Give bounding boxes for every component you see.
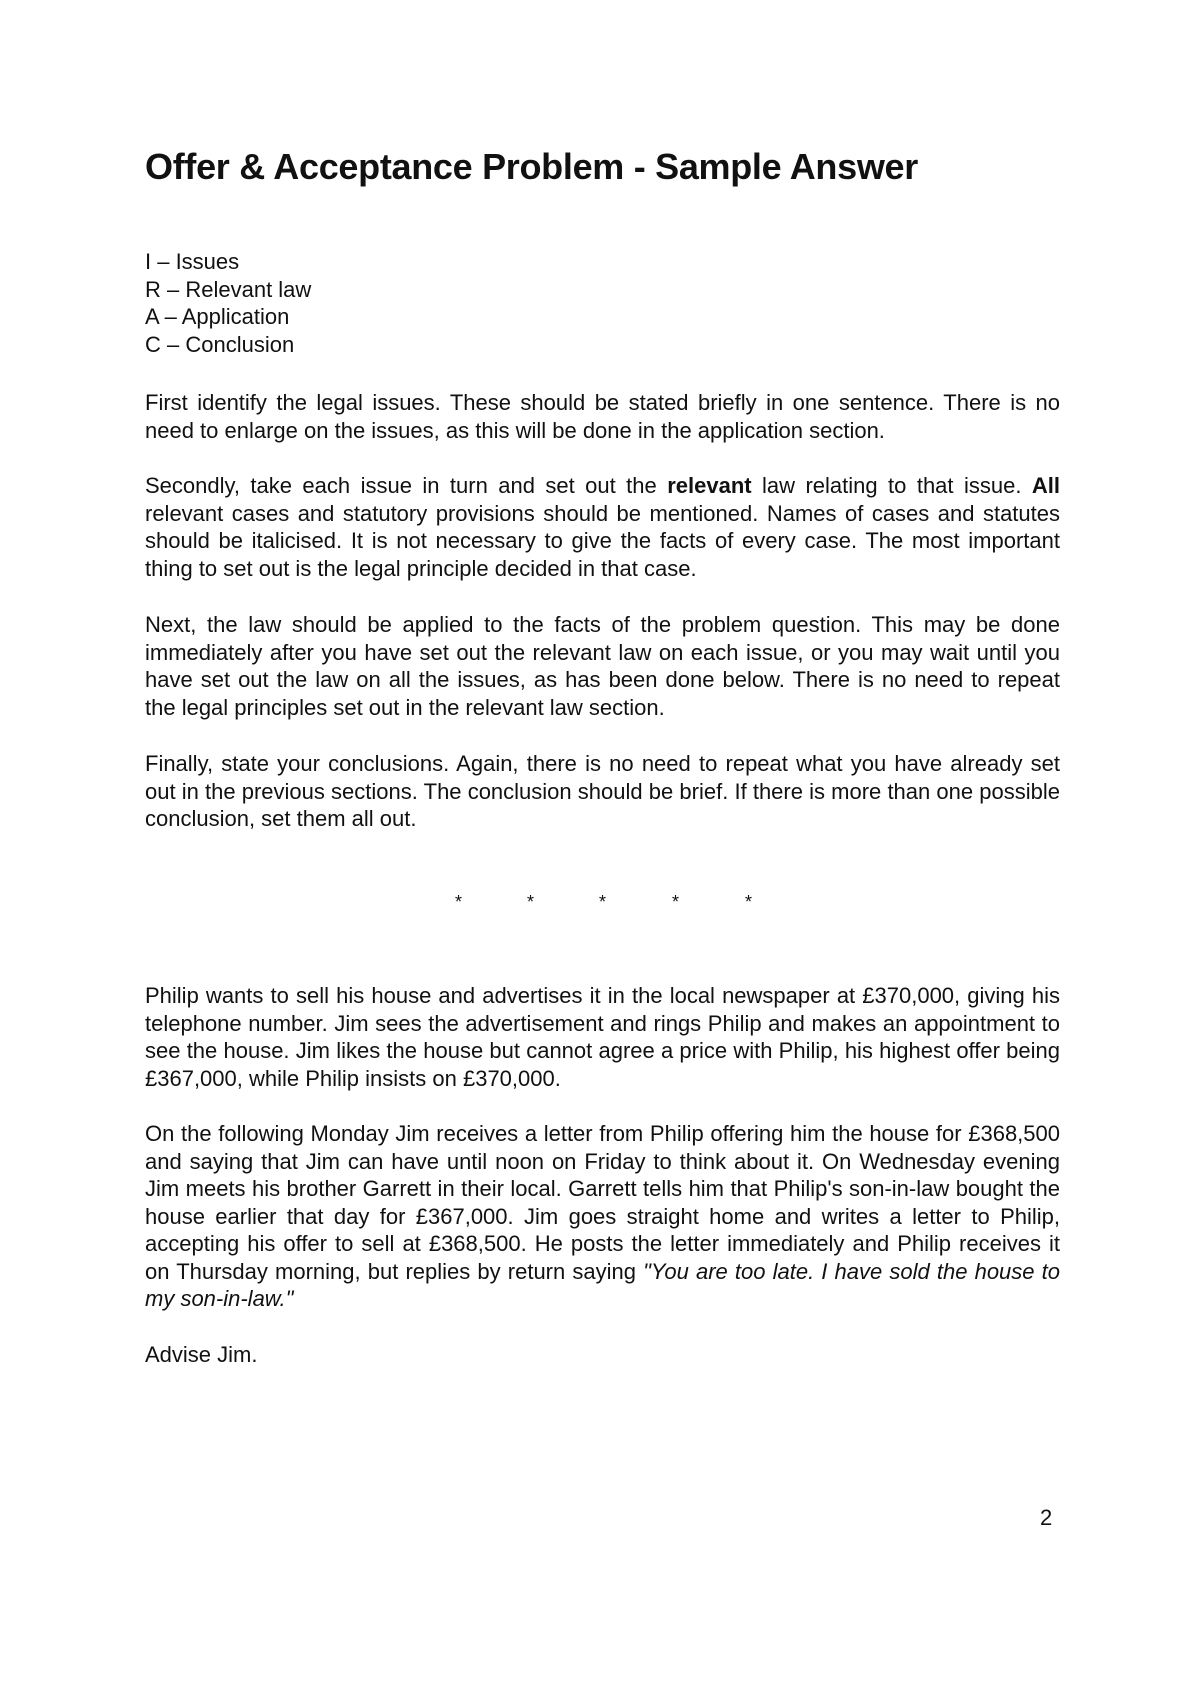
separator-star: * <box>745 892 753 912</box>
text-segment: Secondly, take each issue in turn and set out the <box>145 473 668 498</box>
irac-item-issues: I – Issues <box>145 249 240 274</box>
italic-quote: "You are too late. I have sold the house to my son-in-law." <box>145 1258 1060 1311</box>
separator-star: * <box>455 892 463 912</box>
irac-list <box>145 248 1060 358</box>
bold-relevant: relevant <box>667 473 752 498</box>
irac-item-relevant-law: R – Relevant law <box>145 276 312 302</box>
irac-item-conclusion: C – Conclusion <box>145 331 295 357</box>
text-segment: law relating to that issue. <box>751 473 1032 498</box>
paragraph-application: Next, the law should be applied to the facts of the problem question. This may be done immediately after you have set out the relevant law on each issue, or you may wait until you have set out the law on all the issues, as has been done below. There is no need to repeat the legal principles set out in the relevant law section. <box>145 612 1060 720</box>
irac-item-application: A – Application <box>145 304 290 329</box>
text-segment: relevant cases and statutory provisions should be mentioned. Names of cases and statutes should be italicised. It is not necessary to give the facts of every case. The most important thing to set out is the legal principle decided in that case. <box>145 500 1060 581</box>
separator-star: * <box>672 892 680 912</box>
separator-star: * <box>527 892 535 912</box>
paragraph-identify-issues: First identify the legal issues. These should be stated briefly in one sentence. There is no need to enlarge on the issues, as this will be done in the application section. <box>145 390 1060 443</box>
page-number: 2 <box>1040 1505 1053 1530</box>
problem-paragraph-2 <box>145 1120 1060 1313</box>
bold-all: All <box>1031 473 1060 498</box>
problem-question: Advise Jim. <box>145 1342 258 1367</box>
section-separator <box>0 892 1200 912</box>
document-title: Offer & Acceptance Problem - Sample Answer <box>145 146 918 187</box>
separator-star: * <box>599 892 607 912</box>
text-segment: On the following Monday Jim receives a letter from Philip offering him the house for £368,500 and saying that Jim can have until noon on Friday to think about it. On Wednesday evening Jim meets his brother Garrett in their local. Garrett tells him that Philip's son-in-law bought the house earlier that day for £367,000. Jim goes straight home and writes a letter to Philip, accepting his offer to sell at £368,500. He posts the letter immediately and Philip receives it on Thursday morning, but replies by return saying <box>145 1121 1060 1284</box>
problem-paragraph-1: Philip wants to sell his house and advertises it in the local newspaper at £370,000, giving his telephone number. Jim sees the advertisement and rings Philip and makes an appointment to see the house. Jim likes the house but cannot agree a price with Philip, his highest offer being £367,000, while Philip insists on £370,000. <box>145 983 1060 1091</box>
paragraph-conclusion: Finally, state your conclusions. Again, there is no need to repeat what you have already set out in the previous sections. The conclusion should be brief. If there is more than one possible conclusion, set them all out. <box>145 751 1060 831</box>
paragraph-relevant-law <box>145 472 1060 582</box>
